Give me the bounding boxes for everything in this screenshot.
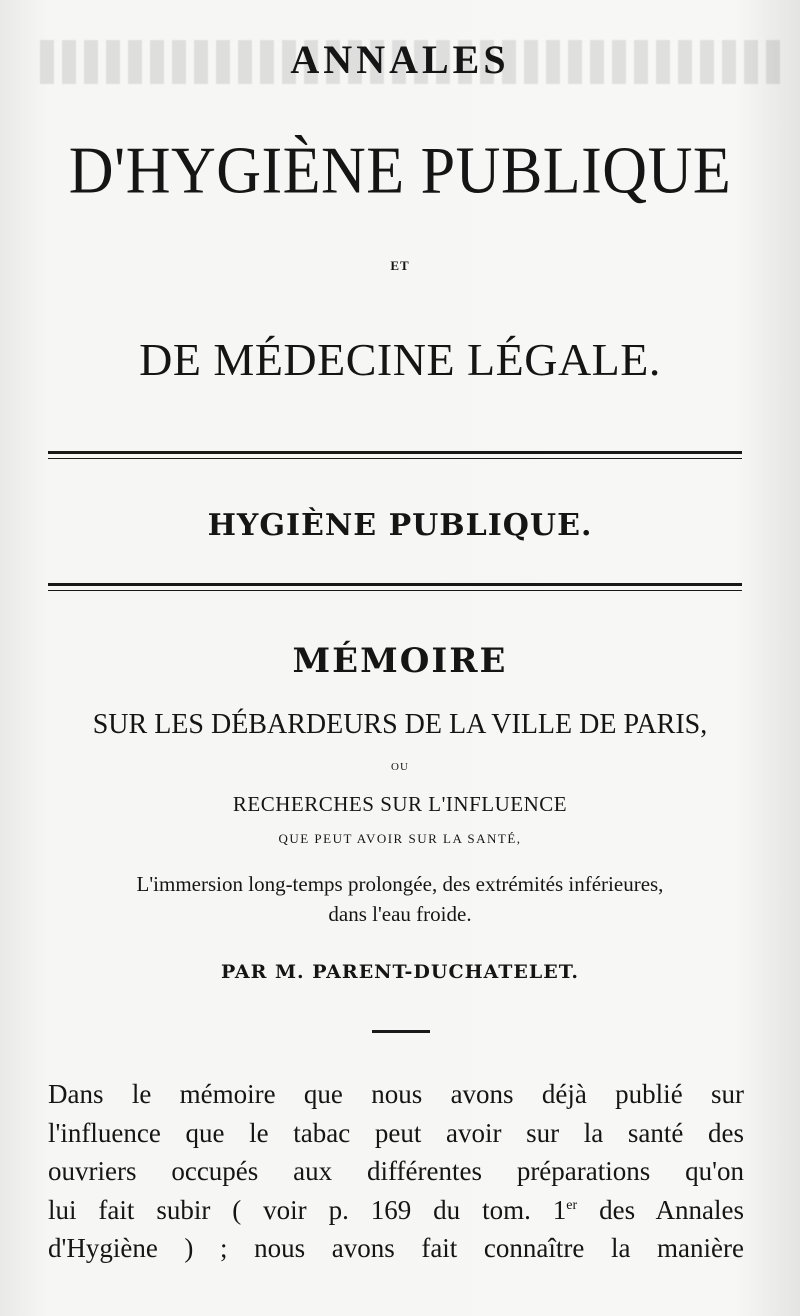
article-title-line3: QUE PEUT AVOIR SUR LA SANTÉ, (278, 831, 522, 846)
double-rule-bottom-thick (48, 583, 742, 586)
section-heading: HYGIÈNE PUBLIQUE. (207, 508, 593, 543)
journal-title-hygiene-publique: D'HYGIÈNE PUBLIQUE (68, 134, 732, 208)
drop-word: Dans (48, 1079, 104, 1109)
journal-title-annales: ANNALES (290, 37, 510, 82)
body-line: l'influence que le tabac peut avoir sur la santé des (48, 1117, 744, 1148)
journal-title-medecine-legale: DE MÉDECINE LÉGALE. (139, 334, 661, 385)
article-title-line2: RECHERCHES SUR L'INFLUENCE (232, 792, 568, 816)
superscript: er (566, 1197, 578, 1213)
body-line: d'Hygiène ) ; nous avons fait connaître la manière (48, 1233, 744, 1263)
body-line (48, 1075, 744, 1114)
author-byline: PAR M. PARENT-DUCHATELET. (220, 961, 580, 983)
article-title-line4: L'immersion long-temps prolongée, des extrémités inférieures, (136, 872, 664, 896)
separator-rule (372, 1030, 430, 1033)
article-title-line1: SUR LES DÉBARDEURS DE LA VILLE DE PARIS, (92, 709, 708, 740)
body-line-text: des Annales (577, 1194, 744, 1225)
body-line-text: lui fait subir ( voir p. 169 du tom. 1 (48, 1194, 567, 1225)
double-rule-top-thick (48, 451, 742, 454)
body-line: ouvriers occupés aux différentes préparations qu'on (48, 1156, 744, 1186)
body-line-text: le mémoire que nous avons déjà publié sur (131, 1079, 744, 1109)
double-rule-bottom-thin (48, 590, 742, 591)
body-line (48, 1191, 744, 1230)
article-title-line5: dans l'eau froide. (328, 902, 472, 926)
article-title-ou: OU (391, 761, 409, 773)
memoire-heading: MÉMOIRE (292, 641, 508, 681)
journal-title-et: ET (390, 258, 410, 273)
double-rule-top-thin (48, 458, 742, 459)
body-paragraph (48, 1075, 744, 1268)
